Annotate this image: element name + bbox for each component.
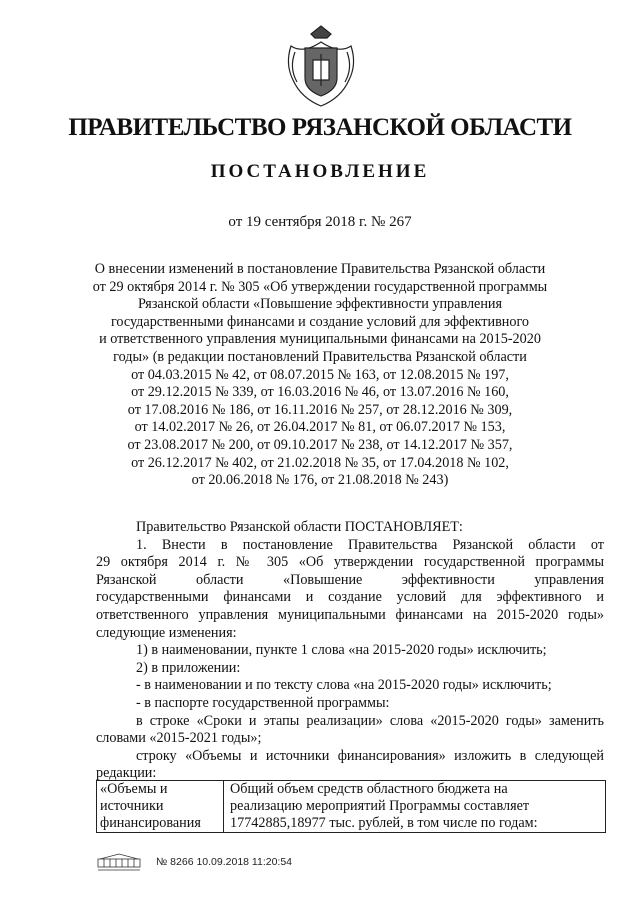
passport-table [96, 780, 606, 833]
list-item: в строке «Сроки и этапы реализации» слова «2015-2020 годы» заменить [136, 712, 604, 729]
document-heading [90, 261, 550, 490]
organization-title: ПРАВИТЕЛЬСТВО РЯЗАНСКОЙ ОБЛАСТИ [68, 114, 572, 141]
paragraph-1-line: 1. Внести в постановление Правительства Рязанской области от [136, 536, 604, 553]
heading-line: О внесении изменений в постановление Правительства Рязанской области [94, 261, 546, 277]
registry-logo-icon [96, 852, 142, 872]
cell-line: реализацию мероприятий Программы составляет [230, 798, 530, 814]
heading-line: от 14.02.2017 № 26, от 26.04.2017 № 81, от 06.07.2017 № 153, [134, 419, 506, 436]
registration-stamp [96, 851, 292, 873]
document-type: ПОСТАНОВЛЕНИЕ [210, 161, 430, 182]
paragraph-1-line: ответственного управления муниципальными финансами на 2015-2020 годы» [96, 606, 604, 623]
table-cell-value [224, 781, 606, 833]
cell-line: источники [100, 798, 164, 814]
list-item: строку «Объемы и источники финансирования» изложить в следующей [136, 747, 604, 764]
document-date-number: от 19 сентября 2018 г. № 267 [228, 214, 412, 230]
paragraph-1-line: 29 октября 2014 г. № 305 «Об утверждении государственной программы [96, 554, 604, 571]
paragraph-1-line: Рязанской области «Повышение эффективности управления [96, 571, 604, 588]
heading-line: от 17.08.2016 № 186, от 16.11.2016 № 257, от 28.12.2016 № 309, [127, 401, 513, 418]
heading-line: от 26.12.2017 № 402, от 21.02.2018 № 35, от 17.04.2018 № 102, [131, 454, 509, 471]
coat-of-arms-icon [283, 24, 359, 108]
heading-line: и ответственного управления муниципальными финансами на 2015-2020 [99, 331, 541, 348]
heading-line: от 29 октября 2014 г. № 305 «Об утверждении государственной программы [92, 278, 548, 295]
cell-line: финансирования [100, 815, 201, 831]
cell-line: «Объемы и [100, 781, 168, 797]
list-item: 1) в наименовании, пункте 1 слова «на 2015-2020 годы» исключить; [136, 642, 547, 659]
list-item: - в паспорте государственной программы: [136, 694, 390, 711]
list-item: редакции: [96, 765, 157, 782]
list-item: - в наименовании и по тексту слова «на 2015-2020 годы» исключить; [136, 677, 552, 694]
heading-line: от 23.08.2017 № 200, от 09.10.2017 № 238, от 14.12.2017 № 357, [127, 436, 513, 453]
document-body [96, 519, 604, 783]
cell-line: Общий объем средств областного бюджета на [230, 781, 508, 797]
list-item: 2) в приложении: [136, 659, 241, 676]
table-row [97, 781, 606, 833]
paragraph-1-line: следующие изменения: [96, 624, 237, 641]
decree-line: Правительство Рязанской области ПОСТАНОВЛЯЕТ: [136, 519, 463, 535]
heading-line: годы» (в редакции постановлений Правительства Рязанской области [113, 348, 527, 365]
cell-line: 17742885,18977 тыс. рублей, в том числе по годам: [230, 815, 538, 831]
heading-line: Рязанской области «Повышение эффективности управления [137, 296, 503, 313]
list-item: словами «2015-2021 годы»; [96, 730, 262, 747]
stamp-text: № 8266 10.09.2018 11:20:54 [156, 856, 293, 868]
heading-line: государственными финансами и создание условий для эффективного [110, 313, 530, 330]
heading-line: от 20.06.2018 № 176, от 21.08.2018 № 243) [191, 472, 449, 489]
heading-line: от 04.03.2015 № 42, от 08.07.2015 № 163, от 12.08.2015 № 197, [131, 366, 509, 383]
heading-line: от 29.12.2015 № 339, от 16.03.2016 № 46, от 13.07.2016 № 160, [131, 384, 509, 401]
table-cell-label [97, 781, 224, 833]
paragraph-1-line: государственными финансами и создание условий для эффективного и [96, 589, 604, 606]
